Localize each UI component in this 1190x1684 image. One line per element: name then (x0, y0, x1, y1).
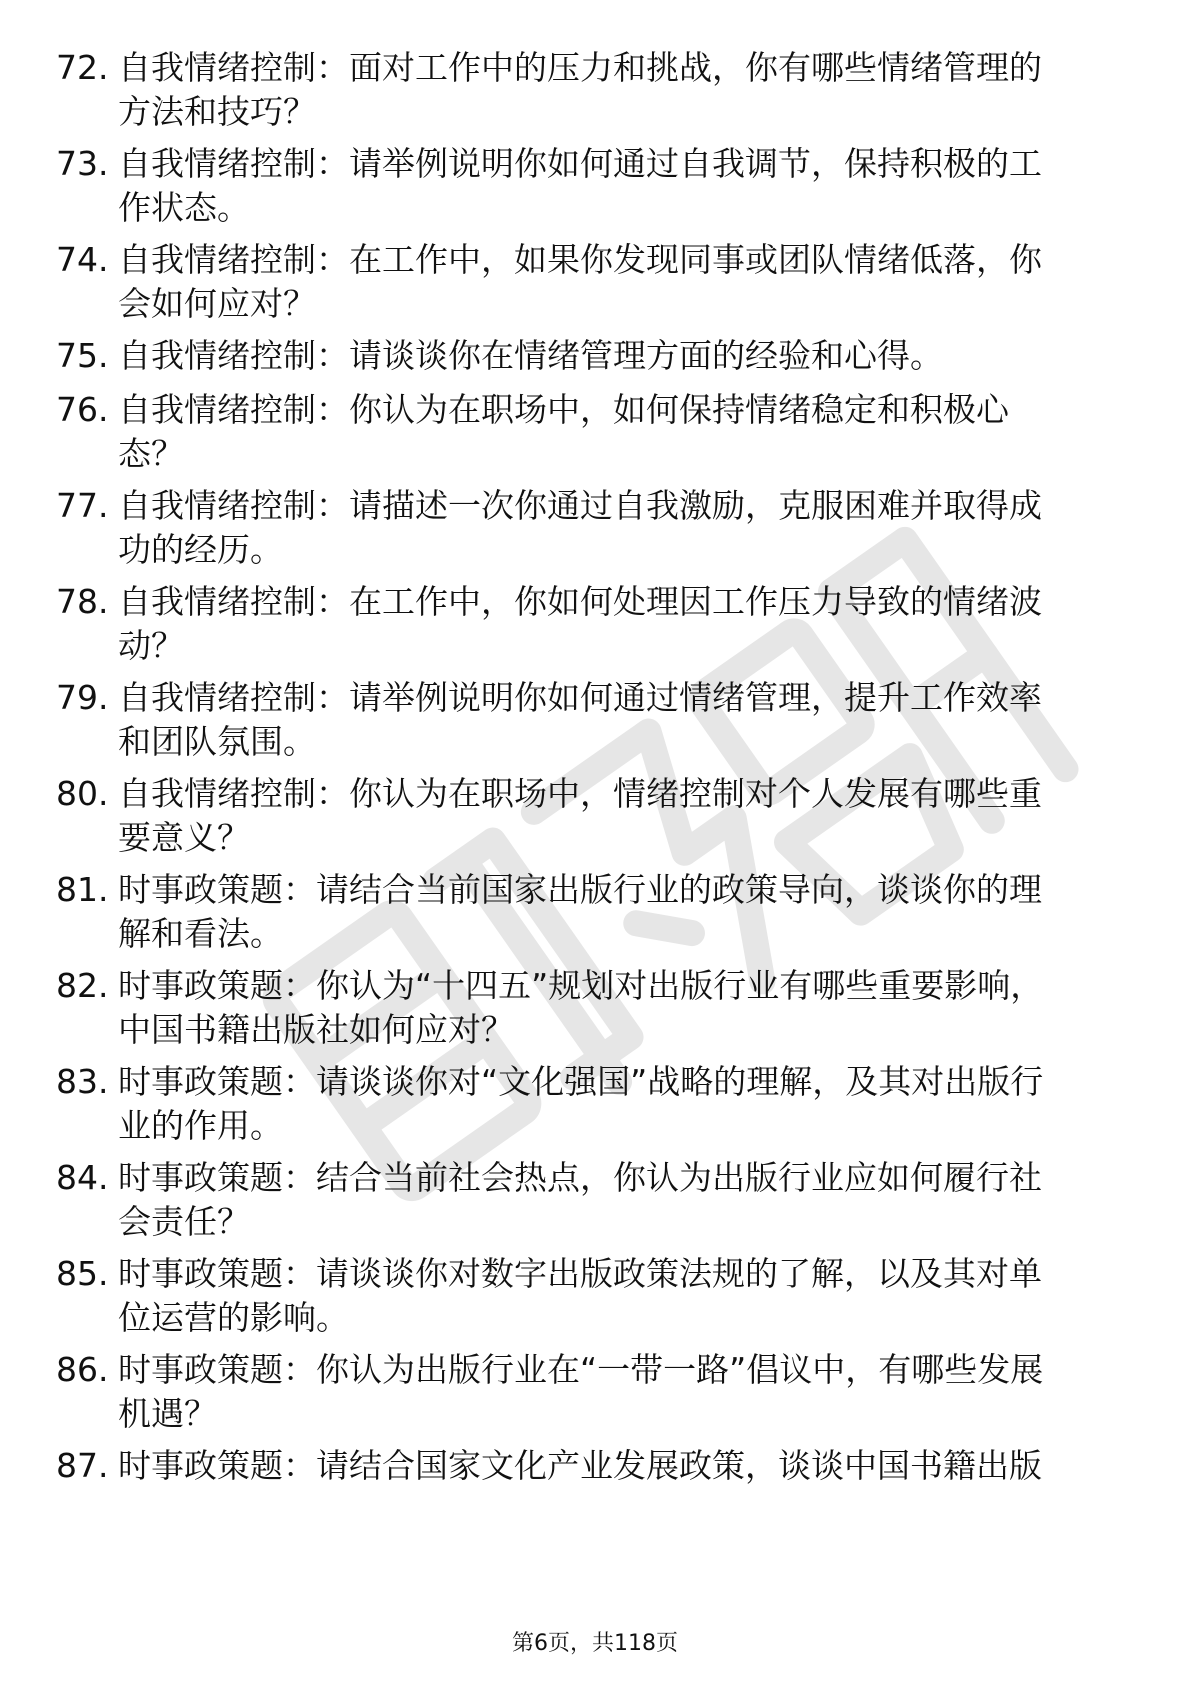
question-text (118, 238, 1118, 326)
question-text-line: 方法和技巧？ (118, 92, 316, 131)
question-number: 72. (56, 48, 109, 87)
question-text (118, 484, 1118, 572)
page-number-text: 第6页，共118页 (512, 1631, 678, 1656)
question-text (118, 868, 1118, 956)
question-text-line: 要意义？ (118, 818, 250, 857)
question-text-line: 态？ (118, 434, 184, 473)
page-footer (0, 1630, 1190, 1658)
question-text (118, 388, 1118, 476)
question-text-line: 作状态。 (118, 188, 250, 227)
question-text-line: 时事政策题：请谈谈你对数字出版政策法规的了解，以及其对单 (118, 1254, 1042, 1293)
question-number: 80. (56, 774, 109, 813)
question-text-line: 时事政策题：请结合当前国家出版行业的政策导向，谈谈你的理 (118, 870, 1042, 909)
question-text-line: 自我情绪控制：请谈谈你在情绪管理方面的经验和心得。 (118, 336, 943, 375)
question-text (118, 580, 1118, 668)
question-text-line: 自我情绪控制：你认为在职场中，情绪控制对个人发展有哪些重 (118, 774, 1042, 813)
question-text-line: 解和看法。 (118, 914, 283, 953)
question-number: 85. (56, 1254, 109, 1293)
question-text-line: 自我情绪控制：面对工作中的压力和挑战，你有哪些情绪管理的 (118, 48, 1042, 87)
question-text (118, 142, 1118, 230)
question-text-line: 自我情绪控制：你认为在职场中，如何保持情绪稳定和积极心 (118, 390, 1009, 429)
question-text-line: 时事政策题：你认为“十四五”规划对出版行业有哪些重要影响， (118, 966, 1044, 1005)
question-text-line: 自我情绪控制：请描述一次你通过自我激励，克服困难并取得成 (118, 486, 1042, 525)
question-text (118, 1348, 1118, 1436)
question-text-line: 时事政策题：请结合国家文化产业发展政策，谈谈中国书籍出版 (118, 1446, 1042, 1485)
question-number: 78. (56, 582, 109, 621)
question-text-line: 功的经历。 (118, 530, 283, 569)
question-text-line: 机遇？ (118, 1394, 217, 1433)
question-text-line: 自我情绪控制：请举例说明你如何通过自我调节，保持积极的工 (118, 144, 1042, 183)
question-text-line: 动？ (118, 626, 184, 665)
question-number: 75. (56, 336, 109, 375)
question-text-line: 自我情绪控制：在工作中，如果你发现同事或团队情绪低落，你 (118, 240, 1042, 279)
question-text (118, 334, 1118, 378)
question-text-line: 自我情绪控制：请举例说明你如何通过情绪管理，提升工作效率 (118, 678, 1042, 717)
question-text-line: 业的作用。 (118, 1106, 283, 1145)
question-text (118, 964, 1118, 1052)
question-text (118, 1444, 1118, 1488)
question-text-line: 位运营的影响。 (118, 1298, 349, 1337)
question-text-line: 自我情绪控制：在工作中，你如何处理因工作压力导致的情绪波 (118, 582, 1042, 621)
question-text-line: 会责任？ (118, 1202, 250, 1241)
question-text (118, 46, 1118, 134)
question-text-line: 时事政策题：你认为出版行业在“一带一路”倡议中，有哪些发展 (118, 1350, 1044, 1389)
question-number: 73. (56, 144, 109, 183)
question-number: 79. (56, 678, 109, 717)
question-text-line: 会如何应对？ (118, 284, 316, 323)
question-number: 81. (56, 870, 109, 909)
question-number: 77. (56, 486, 109, 525)
question-number: 76. (56, 390, 109, 429)
question-number: 74. (56, 240, 109, 279)
question-text (118, 772, 1118, 860)
question-text (118, 1060, 1118, 1148)
question-number: 87. (56, 1446, 109, 1485)
question-text-line: 时事政策题：请谈谈你对“文化强国”战略的理解，及其对出版行 (118, 1062, 1044, 1101)
question-text (118, 676, 1118, 764)
question-text-line: 时事政策题：结合当前社会热点，你认为出版行业应如何履行社 (118, 1158, 1042, 1197)
question-text (118, 1156, 1118, 1244)
question-number: 84. (56, 1158, 109, 1197)
question-number: 86. (56, 1350, 109, 1389)
question-text-line: 中国书籍出版社如何应对？ (118, 1010, 514, 1049)
question-text (118, 1252, 1118, 1340)
question-text-line: 和团队氛围。 (118, 722, 316, 761)
question-number: 82. (56, 966, 109, 1005)
question-number: 83. (56, 1062, 109, 1101)
